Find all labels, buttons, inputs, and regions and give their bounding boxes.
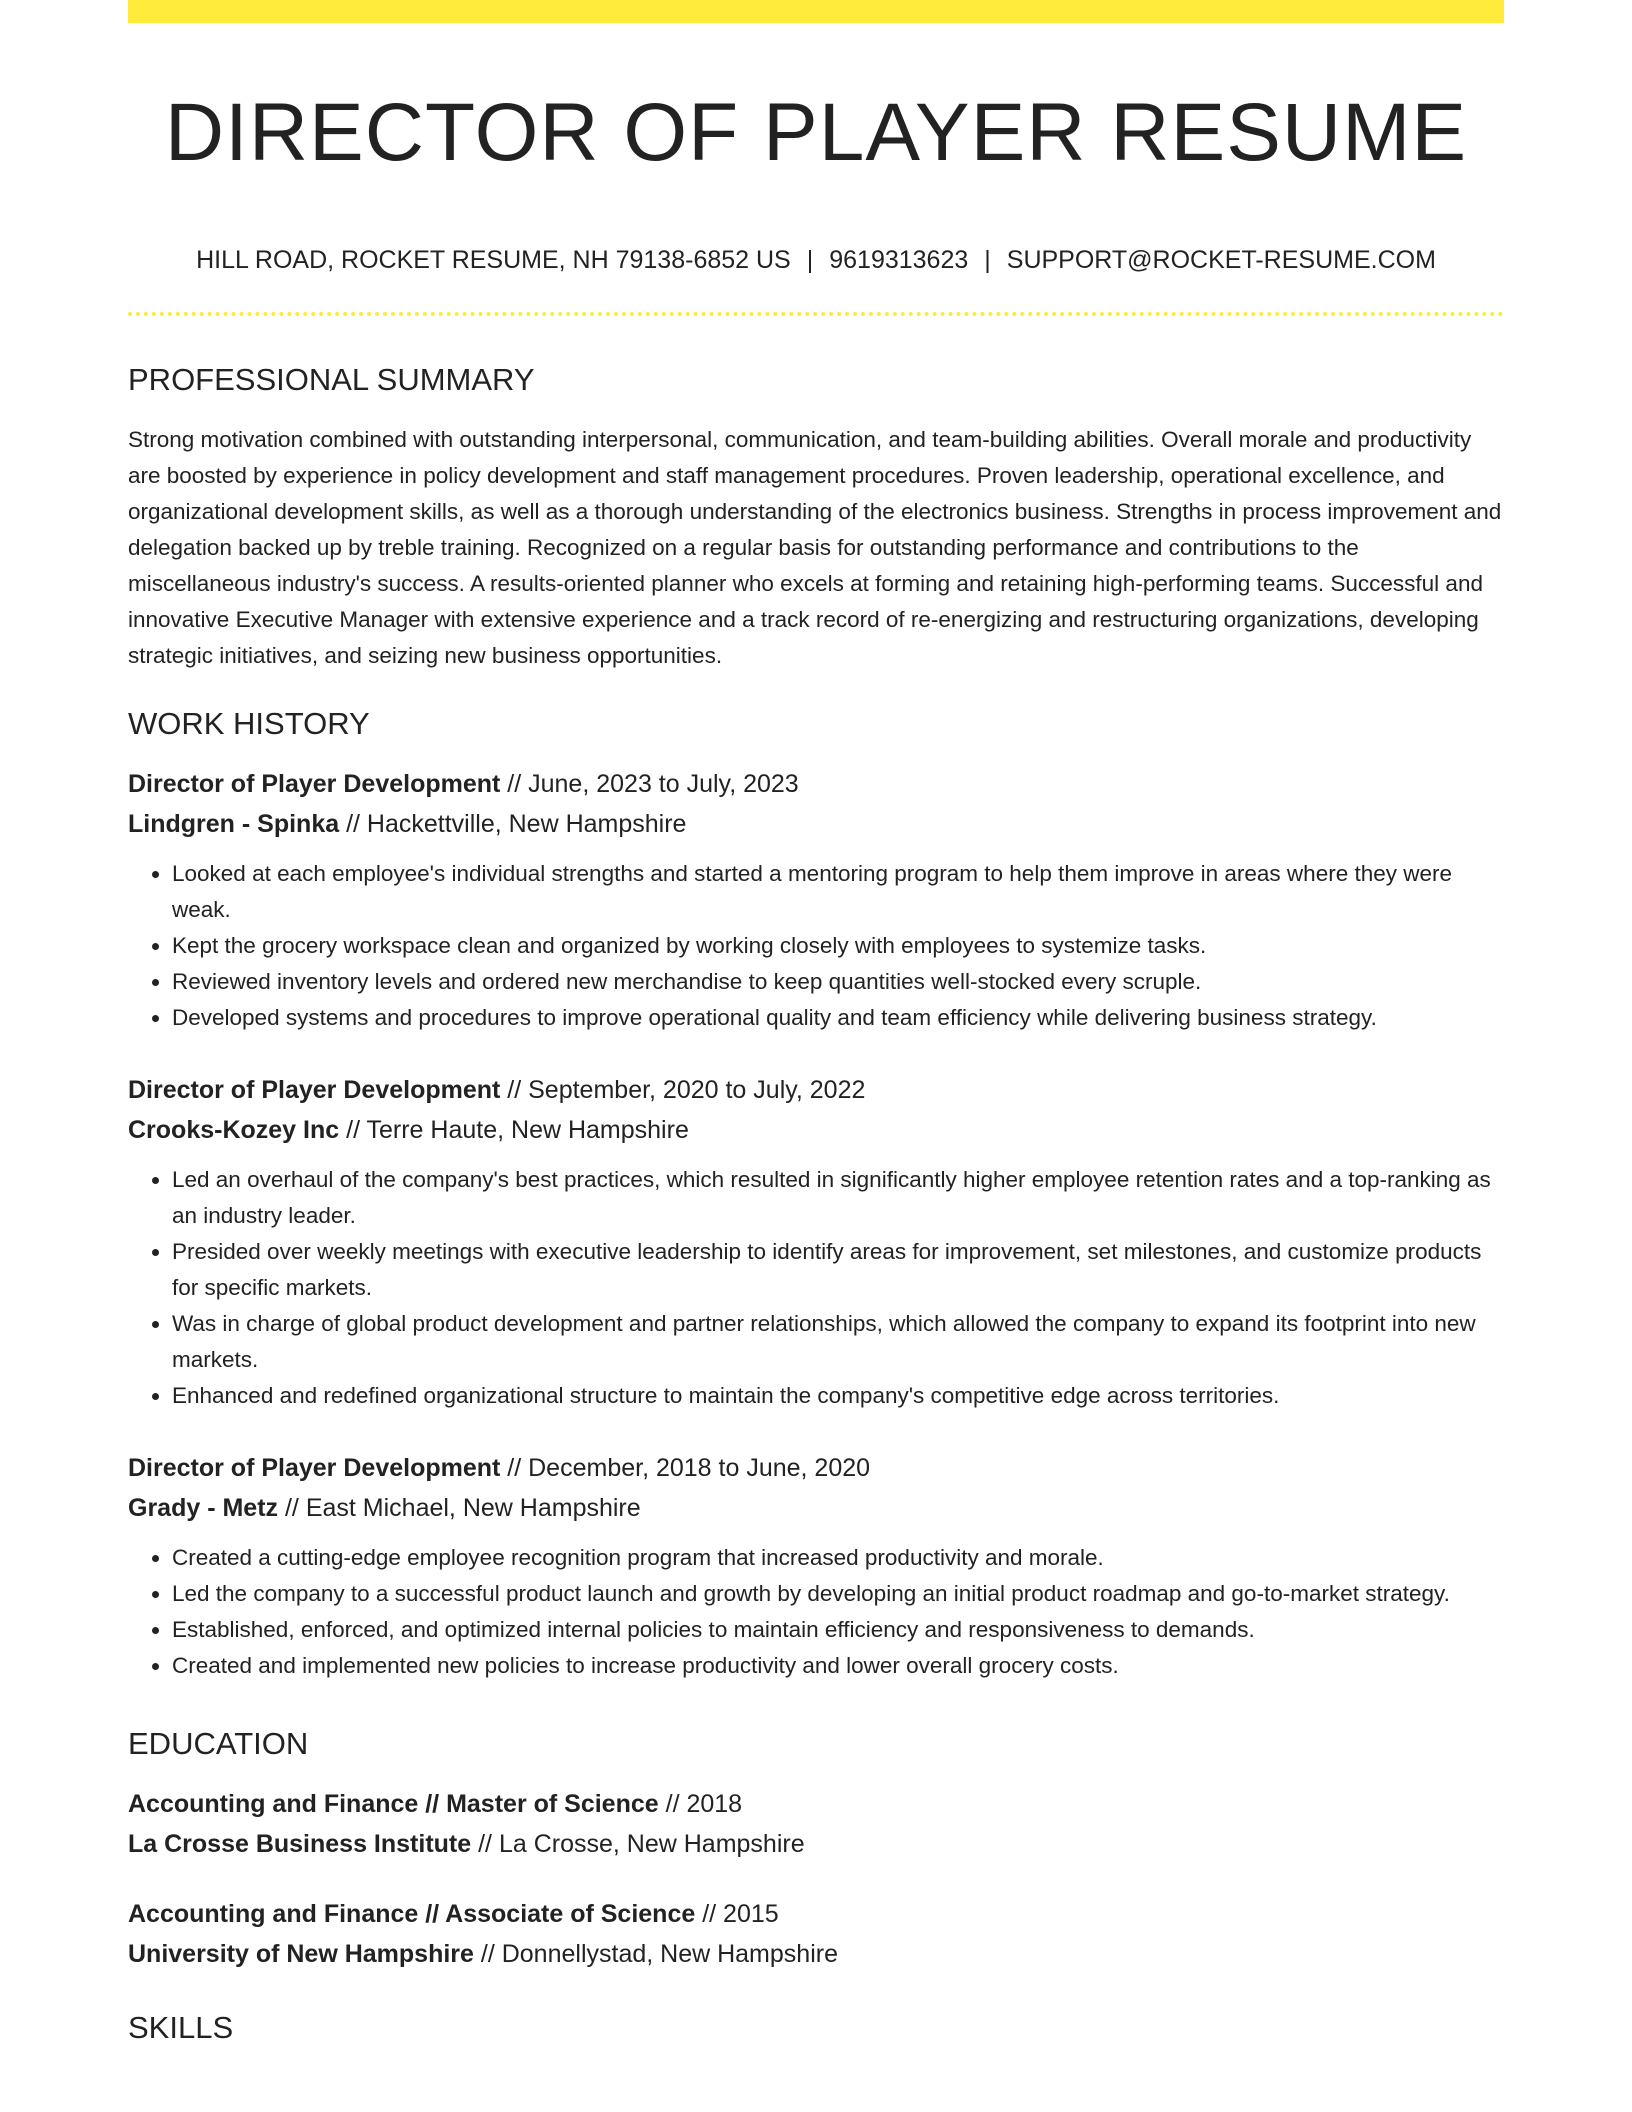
job-bullet: • Developed systems and procedures to improve operational quality and team efficiency while delivering business strategy. [172,1000,1504,1036]
job-entry [128,1070,1504,1414]
school-name: University of New Hampshire [128,1940,474,1968]
graduation-year: // 2018 [658,1790,743,1818]
degree-line [128,1784,1504,1824]
job-company-line [128,1488,1504,1528]
job-bullet: • Led an overhaul of the company's best practices, which resulted in significantly higher employee retention rates and a top-ranking as an industry leader. [172,1162,1504,1234]
job-bullet: • Created a cutting-edge employee recognition program that increased productivity and morale. [172,1540,1504,1576]
dotted-divider [128,312,1504,316]
job-entry [128,764,1504,1036]
education-heading: EDUCATION [128,1726,309,1761]
job-location: // Hackettville, New Hampshire [339,810,687,838]
school-line [128,1824,1504,1864]
job-bullet: • Kept the grocery workspace clean and organized by working closely with employees to systemize tasks. [172,928,1504,964]
job-location: // East Michael, New Hampshire [278,1494,641,1522]
top-accent-bar [128,0,1504,23]
job-title: Director of Player Development [128,770,501,798]
summary-text: Strong motivation combined with outstanding interpersonal, communication, and team-building abilities. Overall morale and productivity are boosted by experience in policy development and staff management procedures. Proven leadership, operational excellence, and organizational development skills, as well as a thorough understanding of the electronics business. Strengths in process improvement and delegation backed up by treble training. Recognized on a regular basis for outstanding performance and contributions to the miscellaneous industry's success. A results-oriented planner who excels at forming and retaining high-performing teams. Successful and innovative Executive Manager with extensive experience and a track record of re-energizing and restructuring organizations, developing strategic initiatives, and seizing new business opportunities. [128,427,1502,668]
address: HILL ROAD, ROCKET RESUME, NH 79138-6852 US [196,246,791,274]
email-address: SUPPORT@ROCKET-RESUME.COM [1006,246,1436,274]
school-name: La Crosse Business Institute [128,1830,472,1858]
job-title: Director of Player Development [128,1076,501,1104]
degree-line [128,1894,1504,1934]
job-bullets [128,1540,1504,1684]
job-title: Director of Player Development [128,1454,501,1482]
school-location: // La Crosse, New Hampshire [471,1830,805,1858]
skills-heading: SKILLS [128,2010,234,2045]
degree: Accounting and Finance // Associate of Science [128,1900,696,1928]
company-name: Lindgren - Spinka [128,810,340,838]
job-title-line [128,1070,1504,1110]
resume-title: DIRECTOR OF PLAYER RESUME [164,87,1468,178]
job-dates: // June, 2023 to July, 2023 [500,770,799,798]
job-company-line [128,1110,1504,1150]
contact-separator: | [806,246,814,274]
job-location: // Terre Haute, New Hampshire [339,1116,689,1144]
summary-heading: PROFESSIONAL SUMMARY [128,362,535,397]
job-title-line [128,764,1504,804]
job-bullet: • Created and implemented new policies to increase productivity and lower overall grocery costs. [172,1648,1504,1684]
job-bullet: • Established, enforced, and optimized internal policies to maintain efficiency and responsiveness to demands. [172,1612,1504,1648]
job-bullet: • Looked at each employee's individual strengths and started a mentoring program to help them improve in areas where they were weak. [172,856,1504,928]
job-bullet: • Led the company to a successful product launch and growth by developing an initial product roadmap and go-to-market strategy. [172,1576,1504,1612]
company-name: Grady - Metz [128,1494,279,1522]
graduation-year: // 2015 [695,1900,779,1928]
job-title-line [128,1448,1504,1488]
job-dates: // September, 2020 to July, 2022 [500,1076,866,1104]
job-entry [128,1448,1504,1684]
contact-separator: | [984,246,991,274]
degree: Accounting and Finance // Master of Science [128,1790,659,1818]
education-entry [128,1784,1504,1864]
work-history-heading: WORK HISTORY [128,706,370,741]
job-company-line [128,804,1504,844]
job-bullet: • Was in charge of global product development and partner relationships, which allowed the company to expand its footprint into new markets. [172,1306,1504,1378]
education-entry [128,1894,1504,1974]
phone-number: 9619313623 [829,246,969,274]
job-bullet: • Presided over weekly meetings with executive leadership to identify areas for improvement, set milestones, and customize products for specific markets. [172,1234,1504,1306]
company-name: Crooks-Kozey Inc [128,1116,340,1144]
school-location: // Donnellystad, New Hampshire [473,1940,838,1968]
contact-line [128,244,1504,276]
job-bullet: • Reviewed inventory levels and ordered new merchandise to keep quantities well-stocked every scruple. [172,964,1504,1000]
job-dates: // December, 2018 to June, 2020 [500,1454,871,1482]
job-bullet: • Enhanced and redefined organizational structure to maintain the company's competitive edge across territories. [172,1378,1504,1414]
resume-page [128,0,1504,2048]
job-bullets [128,1162,1504,1414]
job-bullets [128,856,1504,1036]
school-line [128,1934,1504,1974]
